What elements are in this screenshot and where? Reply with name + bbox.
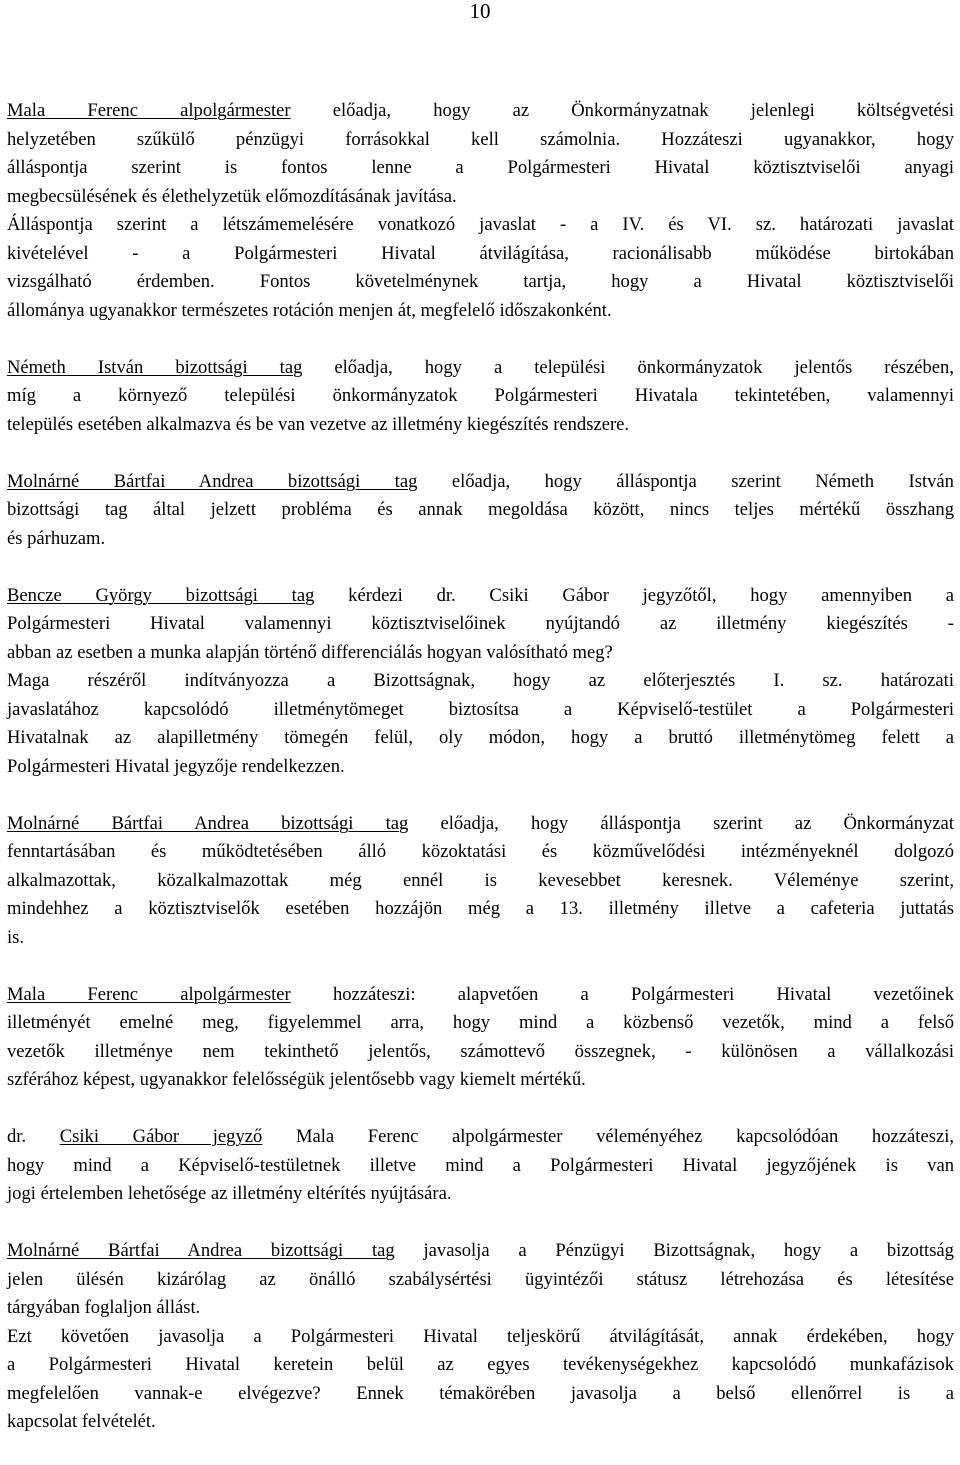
line-text: is.	[7, 926, 25, 948]
text-line	[7, 1266, 954, 1295]
speaker-prefix: dr.	[7, 1126, 60, 1147]
text-line	[7, 1009, 954, 1038]
text-line	[7, 354, 954, 383]
paragraph	[7, 1237, 954, 1437]
text-line	[7, 838, 954, 867]
text-line	[7, 154, 954, 183]
line-text: javasolja a Pénzügyi Bizottságnak, hogy a bizottság	[394, 1240, 954, 1261]
text-line	[7, 1351, 954, 1380]
paragraph	[7, 97, 954, 325]
line-text: álláspontja szerint is fontos lenne a Polgármesteri Hivatal köztisztviselői anyagi	[7, 157, 954, 178]
text-line	[7, 1123, 954, 1152]
line-text: település esetében alkalmazva és be van vezetve az illetmény kiegészítés rendszere.	[7, 413, 630, 435]
text-line	[7, 610, 954, 639]
text-line	[7, 981, 954, 1010]
text-line	[7, 867, 954, 896]
text-line	[7, 525, 954, 554]
line-text: kérdezi dr. Csiki Gábor jegyzőtől, hogy amennyiben a	[314, 584, 954, 606]
text-line	[7, 496, 954, 525]
line-text: vezetők illetménye nem tekinthető jelentős, számottevő összegnek, - különösen a vállalkozási	[7, 1040, 954, 1062]
text-line	[7, 810, 954, 839]
line-text: abban az esetben a munka alapján történő differenciálás hogyan valósítható meg?	[7, 641, 613, 663]
line-text: megfelelően vannak-e elvégezve? Ennek témakörében javasolja a belső ellenőrrel is a	[7, 1382, 954, 1404]
line-text: Polgármesteri Hivatal valamennyi köztisztviselőinek nyújtandó az illetmény kiegészítés -	[7, 613, 954, 634]
line-text: állománya ugyanakkor természetes rotáción menjen át, megfelelő időszakonként.	[7, 299, 612, 321]
speaker-name: Csiki Gábor jegyző	[59, 1126, 263, 1147]
text-line	[7, 268, 954, 297]
text-line	[7, 895, 954, 924]
paragraph	[7, 582, 954, 782]
line-text: bizottsági tag által jelzett probléma és annak megoldása között, nincs teljes mértékű összhang	[7, 499, 954, 520]
speaker-name: Németh István bizottsági tag	[7, 356, 303, 378]
text-line	[7, 582, 954, 611]
speaker-name: Mala Ferenc alpolgármester	[7, 983, 291, 1005]
speaker-name: Bencze György bizottsági tag	[7, 584, 315, 606]
text-line	[7, 1380, 954, 1409]
page-number: 10	[469, 0, 491, 23]
speaker-name: Mala Ferenc alpolgármester	[7, 100, 291, 121]
paragraph	[7, 810, 954, 953]
line-text: előadja, hogy a települési önkormányzatok jelentős részében,	[302, 356, 954, 378]
line-text: hogy mind a Képviselő-testületnek illetve mind a Polgármesteri Hivatal jegyzőjének is van	[7, 1154, 954, 1176]
text-line	[7, 667, 954, 696]
line-text: a Polgármesteri Hivatal keretein belül az egyes tevékenységekhez kapcsolódó munkafázisok	[7, 1354, 954, 1375]
speaker-name: Molnárné Bártfai Andrea bizottsági tag	[7, 470, 418, 492]
line-text: Ezt követően javasolja a Polgármesteri Hivatal teljeskörű átvilágítását, annak érdekében, hogy	[7, 1325, 954, 1347]
text-line	[7, 753, 954, 782]
line-text: előadja, hogy az Önkormányzatnak jelenlegi költségvetési	[290, 100, 954, 121]
text-line	[7, 297, 954, 326]
line-text: tárgyában foglaljon állást.	[7, 1297, 201, 1318]
line-text: mindehhez a köztisztviselők esetében hozzájön még a 13. illetmény illetve a cafeteria juttatás	[7, 898, 954, 919]
text-line	[7, 1294, 954, 1323]
line-text: Mala Ferenc alpolgármester véleményéhez kapcsolódóan hozzáteszi,	[262, 1126, 955, 1147]
line-text: Álláspontja szerint a létszámemelésére vonatkozó javaslat - a IV. és VI. sz. határozati javaslat	[7, 214, 954, 235]
speaker-name: Molnárné Bártfai Andrea bizottsági tag	[7, 812, 409, 834]
line-text: vizsgálható érdemben. Fontos követelménynek tartja, hogy a Hivatal köztisztviselői	[7, 271, 954, 292]
text-line	[7, 1237, 954, 1266]
line-text: míg a környező települési önkormányzatok Polgármesteri Hivatala tekintetében, valamennyi	[7, 385, 954, 406]
text-line	[7, 1408, 954, 1437]
text-line	[7, 240, 954, 269]
line-text: Maga részéről indítványozza a Bizottságnak, hogy az előterjesztés I. sz. határozati	[7, 670, 954, 691]
text-line	[7, 183, 954, 212]
text-line	[7, 382, 954, 411]
text-line	[7, 1180, 954, 1209]
line-text: jogi értelemben lehetősége az illetmény eltérítés nyújtására.	[7, 1183, 452, 1204]
line-text: illetményét emelné meg, figyelemmel arra, hogy mind a közbenső vezetők, mind a felső	[7, 1012, 954, 1033]
line-text: és párhuzam.	[7, 527, 106, 549]
text-line	[7, 126, 954, 155]
line-text: Polgármesteri Hivatal jegyzője rendelkezzen.	[7, 755, 345, 777]
text-line	[7, 696, 954, 725]
line-text: alkalmazottak, közalkalmazottak még ennél is kevesebbet keresnek. Véleménye szerint,	[7, 869, 954, 891]
text-line	[7, 1152, 954, 1181]
speaker-name: Molnárné Bártfai Andrea bizottsági tag	[7, 1240, 395, 1261]
line-text: szférához képest, ugyanakkor felelősségük jelentősebb vagy kiemelt mértékű.	[7, 1069, 586, 1090]
line-text: kapcsolat felvételét.	[7, 1411, 156, 1432]
paragraph	[7, 354, 954, 440]
line-text: előadja, hogy álláspontja szerint az Önkormányzat	[408, 812, 954, 834]
text-line	[7, 924, 954, 953]
line-text: javaslatához kapcsolódó illetménytömeget biztosítsa a Képviselő-testület a Polgármesteri	[7, 698, 954, 720]
line-text: előadja, hogy álláspontja szerint Németh István	[417, 470, 954, 492]
line-text: Hivatalnak az alapilletmény tömegén felül, oly módon, hogy a bruttó illetménytömeg felett a	[7, 727, 954, 748]
line-text: fenntartásában és működtetésében álló közoktatási és közművelődési intézményeknél dolgozó	[7, 841, 954, 862]
line-text: helyzetében szűkülő pénzügyi forrásokkal kell számolnia. Hozzáteszi ugyanakkor, hogy	[7, 128, 954, 150]
text-line	[7, 468, 954, 497]
paragraph	[7, 981, 954, 1095]
text-line	[7, 1323, 954, 1352]
line-text: jelen ülésén kizárólag az önálló szabálysértési ügyintézői státusz létrehozása és létesítése	[7, 1268, 954, 1290]
text-line	[7, 639, 954, 668]
document-body	[7, 97, 954, 1465]
text-line	[7, 724, 954, 753]
paragraph	[7, 1123, 954, 1209]
text-line	[7, 411, 954, 440]
line-text: hozzáteszi: alapvetően a Polgármesteri Hivatal vezetőinek	[290, 983, 954, 1005]
text-line	[7, 1066, 954, 1095]
text-line	[7, 97, 954, 126]
text-line	[7, 1038, 954, 1067]
line-text: megbecsülésének és élethelyzetük előmozdításának javítása.	[7, 185, 457, 207]
text-line	[7, 211, 954, 240]
line-text: kivételével - a Polgármesteri Hivatal átvilágítása, racionálisabb működése birtokában	[7, 242, 954, 264]
paragraph	[7, 468, 954, 554]
